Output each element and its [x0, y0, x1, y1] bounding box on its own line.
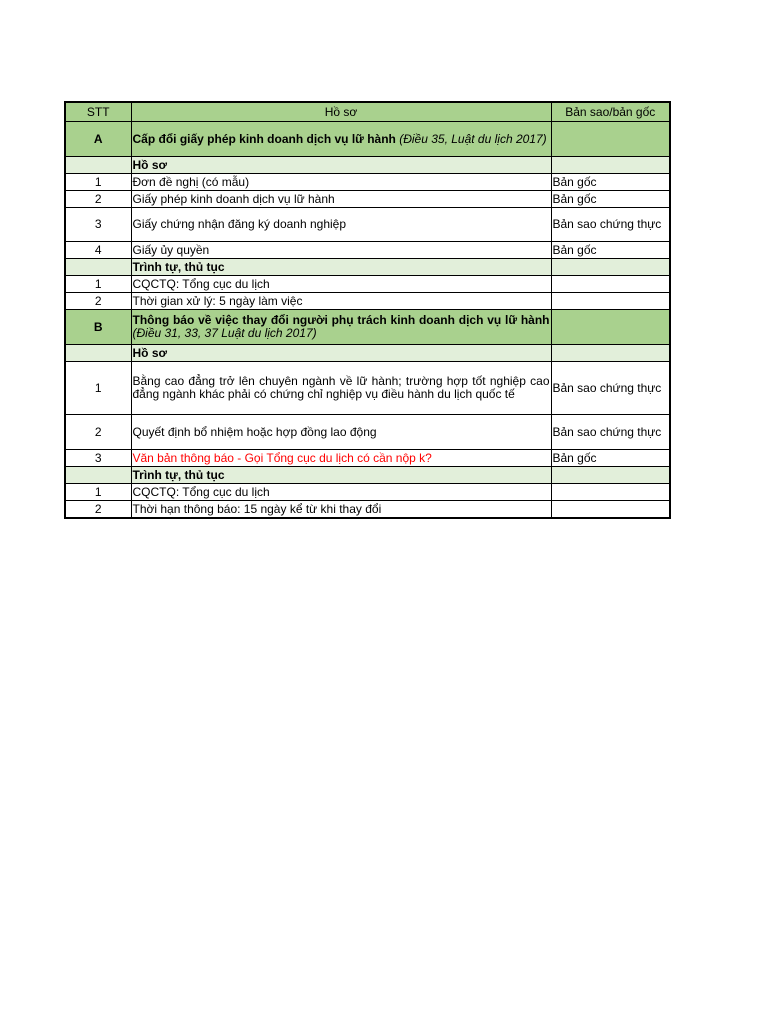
row-text[interactable]: Bằng cao đẳng trở lên chuyên ngành về lữ hành; trường hợp tốt nghiệp cao đẳng ngành khác phải có chứng chỉ nghiệp vụ điều hành du lịch quốc tế [131, 362, 551, 415]
table-row [65, 450, 670, 467]
cell[interactable] [65, 467, 131, 484]
row-ban[interactable] [551, 501, 670, 519]
row-stt[interactable]: 2 [65, 191, 131, 208]
header-ho-so[interactable]: Hồ sơ [131, 102, 551, 122]
table-row [65, 191, 670, 208]
section-b-ho-so-label[interactable]: Hồ sơ [131, 345, 551, 362]
row-ban[interactable] [551, 276, 670, 293]
table-row [65, 362, 670, 415]
row-text[interactable]: CQCTQ: Tổng cục du lịch [131, 484, 551, 501]
row-ban[interactable]: Bản gốc [551, 191, 670, 208]
row-stt[interactable]: 1 [65, 174, 131, 191]
table-row [65, 415, 670, 450]
section-b-title[interactable] [131, 310, 551, 345]
row-stt[interactable]: 3 [65, 450, 131, 467]
row-ban[interactable]: Bản sao chứng thực [551, 415, 670, 450]
section-b-stt[interactable]: B [65, 310, 131, 345]
row-ban[interactable]: Bản sao chứng thực [551, 362, 670, 415]
table-row [65, 208, 670, 242]
table-row [65, 484, 670, 501]
row-text[interactable]: Văn bản thông báo - Gọi Tổng cục du lịch có cần nộp k? [131, 450, 551, 467]
row-stt[interactable]: 4 [65, 242, 131, 259]
section-a-title[interactable] [131, 122, 551, 157]
table-row [65, 174, 670, 191]
section-b-ban[interactable] [551, 310, 670, 345]
row-ban[interactable] [551, 484, 670, 501]
cell[interactable] [551, 467, 670, 484]
row-stt[interactable]: 1 [65, 276, 131, 293]
table-row [65, 293, 670, 310]
header-ban[interactable]: Bản sao/bản gốc [551, 102, 670, 122]
header-stt[interactable]: STT [65, 102, 131, 122]
row-text[interactable]: Quyết định bổ nhiệm hoặc hợp đồng lao động [131, 415, 551, 450]
document-table [64, 101, 671, 519]
table-row [65, 242, 670, 259]
section-b-trinh-tu-row [65, 467, 670, 484]
section-b-row [65, 310, 670, 345]
row-ban[interactable] [551, 293, 670, 310]
row-stt[interactable]: 1 [65, 484, 131, 501]
row-text[interactable]: Giấy ủy quyền [131, 242, 551, 259]
section-a-title-bold: Cấp đổi giấy phép kinh doanh dịch vụ lữ hành [132, 131, 396, 146]
section-a-trinh-tu-label[interactable]: Trình tự, thủ tục [131, 259, 551, 276]
row-ban[interactable]: Bản gốc [551, 450, 670, 467]
section-a-stt[interactable]: A [65, 122, 131, 157]
section-a-ho-so-label[interactable]: Hồ sơ [131, 157, 551, 174]
header-row [65, 102, 670, 122]
section-a-row [65, 122, 670, 157]
row-text[interactable]: Thời hạn thông báo: 15 ngày kể từ khi thay đổi [131, 501, 551, 519]
section-a-trinh-tu-row [65, 259, 670, 276]
section-b-title-bold: Thông báo về việc thay đổi người phụ trách kinh doanh dịch vụ lữ hành [132, 313, 550, 327]
section-a-title-italic: (Điều 35, Luật du lịch 2017) [399, 131, 547, 146]
cell[interactable] [551, 157, 670, 174]
section-a-ban[interactable] [551, 122, 670, 157]
row-stt[interactable]: 1 [65, 362, 131, 415]
cell[interactable] [65, 345, 131, 362]
table-row [65, 501, 670, 519]
row-stt[interactable]: 2 [65, 293, 131, 310]
table-row [65, 276, 670, 293]
cell[interactable] [65, 157, 131, 174]
row-text[interactable]: Thời gian xử lý: 5 ngày làm việc [131, 293, 551, 310]
section-b-ho-so-row [65, 345, 670, 362]
section-b-title-italic: (Điều 31, 33, 37 Luật du lịch 2017) [132, 326, 317, 340]
row-stt[interactable]: 2 [65, 415, 131, 450]
row-stt[interactable]: 3 [65, 208, 131, 242]
section-a-ho-so-row [65, 157, 670, 174]
row-ban[interactable]: Bản gốc [551, 174, 670, 191]
row-ban[interactable]: Bản gốc [551, 242, 670, 259]
cell[interactable] [551, 345, 670, 362]
cell[interactable] [65, 259, 131, 276]
row-stt[interactable]: 2 [65, 501, 131, 519]
row-text[interactable]: Giấy phép kinh doanh dịch vụ lữ hành [131, 191, 551, 208]
row-text[interactable]: CQCTQ: Tổng cục du lịch [131, 276, 551, 293]
row-text[interactable]: Đơn đề nghị (có mẫu) [131, 174, 551, 191]
section-b-trinh-tu-label[interactable]: Trình tự, thủ tục [131, 467, 551, 484]
cell[interactable] [551, 259, 670, 276]
row-ban[interactable]: Bản sao chứng thực [551, 208, 670, 242]
row-text[interactable]: Giấy chứng nhận đăng ký doanh nghiệp [131, 208, 551, 242]
